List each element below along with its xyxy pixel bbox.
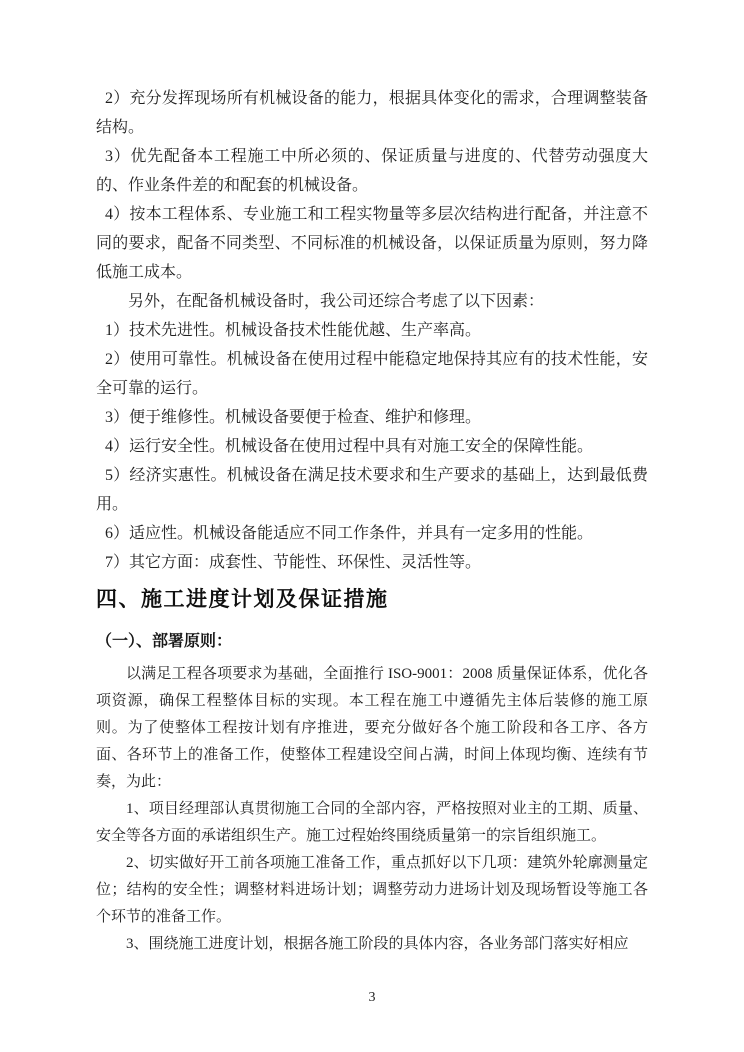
intro-paragraph: 以满足工程各项要求为基础，全面推行 ISO-9001：2008 质量保证体系，优化各项资源，确保工程整体目标的实现。本工程在施工中遵循先主体后装修的施工原则。为了使整体工程按计划有序推进，要充分做好各个施工阶段和各工序、各方面、各环节上的准备工作，使整体工程建设空间占满，时间上体现均衡、连续有节奏，为此： (96, 666, 648, 790)
list-item: 3）优先配备本工程施工中所必须的、保证质量与进度的、代替劳动强度大的、作业条件差的和配套的机械设备。 (96, 148, 648, 194)
lead-in-paragraph: 另外，在配备机械设备时，我公司还综合考虑了以下因素： (128, 293, 545, 310)
page-number: 3 (368, 990, 376, 1005)
factor-item: 5）经济实惠性。机械设备在满足技术要求和生产要求的基础上，达到最低费用。 (96, 467, 648, 513)
deployment-principles-section (96, 661, 648, 958)
factor-item: 1）技术先进性。机械设备技术性能优越、生产率高。 (105, 322, 482, 339)
list-item: 1、项目经理部认真贯彻施工合同的全部内容，严格按照对业主的工期、质量、安全等各方面的承诺组织生产。施工过程始终围绕质量第一的宗旨组织施工。 (96, 801, 648, 844)
factor-item: 7）其它方面：成套性、节能性、环保性、灵活性等。 (105, 554, 482, 571)
page-footer (96, 988, 648, 1006)
factor-item: 2）使用可靠性。机械设备在使用过程中能稳定地保持其应有的技术性能，安全可靠的运行。 (96, 351, 648, 397)
equipment-section (96, 84, 648, 577)
section-heading: 四、施工进度计划及保证措施 (96, 587, 389, 611)
list-item: 4）按本工程体系、专业施工和工程实物量等多层次结构进行配备，并注意不同的要求，配备不同类型、不同标准的机械设备，以保证质量为原则，努力降低施工成本。 (96, 206, 648, 281)
factor-item: 4）运行安全性。机械设备在使用过程中具有对施工安全的保障性能。 (105, 438, 594, 455)
list-item: 2、切实做好开工前各项施工准备工作，重点抓好以下几项：建筑外轮廓测量定位；结构的安全性；调整材料进场计划；调整劳动力进场计划及现场暂设等施工各个环节的准备工作。 (96, 855, 648, 925)
document-content (96, 84, 648, 958)
factor-item: 6）适应性。机械设备能适应不同工作条件，并具有一定多用的性能。 (105, 525, 594, 542)
sub-heading: （一）、部署原则： (96, 633, 233, 650)
list-item: 2）充分发挥现场所有机械设备的能力，根据具体变化的需求，合理调整装备结构。 (96, 90, 648, 136)
factor-item: 3）便于维修性。机械设备要便于检查、维护和修理。 (105, 409, 482, 426)
list-item: 3、围绕施工进度计划，根据各施工阶段的具体内容，各业务部门落实好相应 (126, 936, 629, 952)
